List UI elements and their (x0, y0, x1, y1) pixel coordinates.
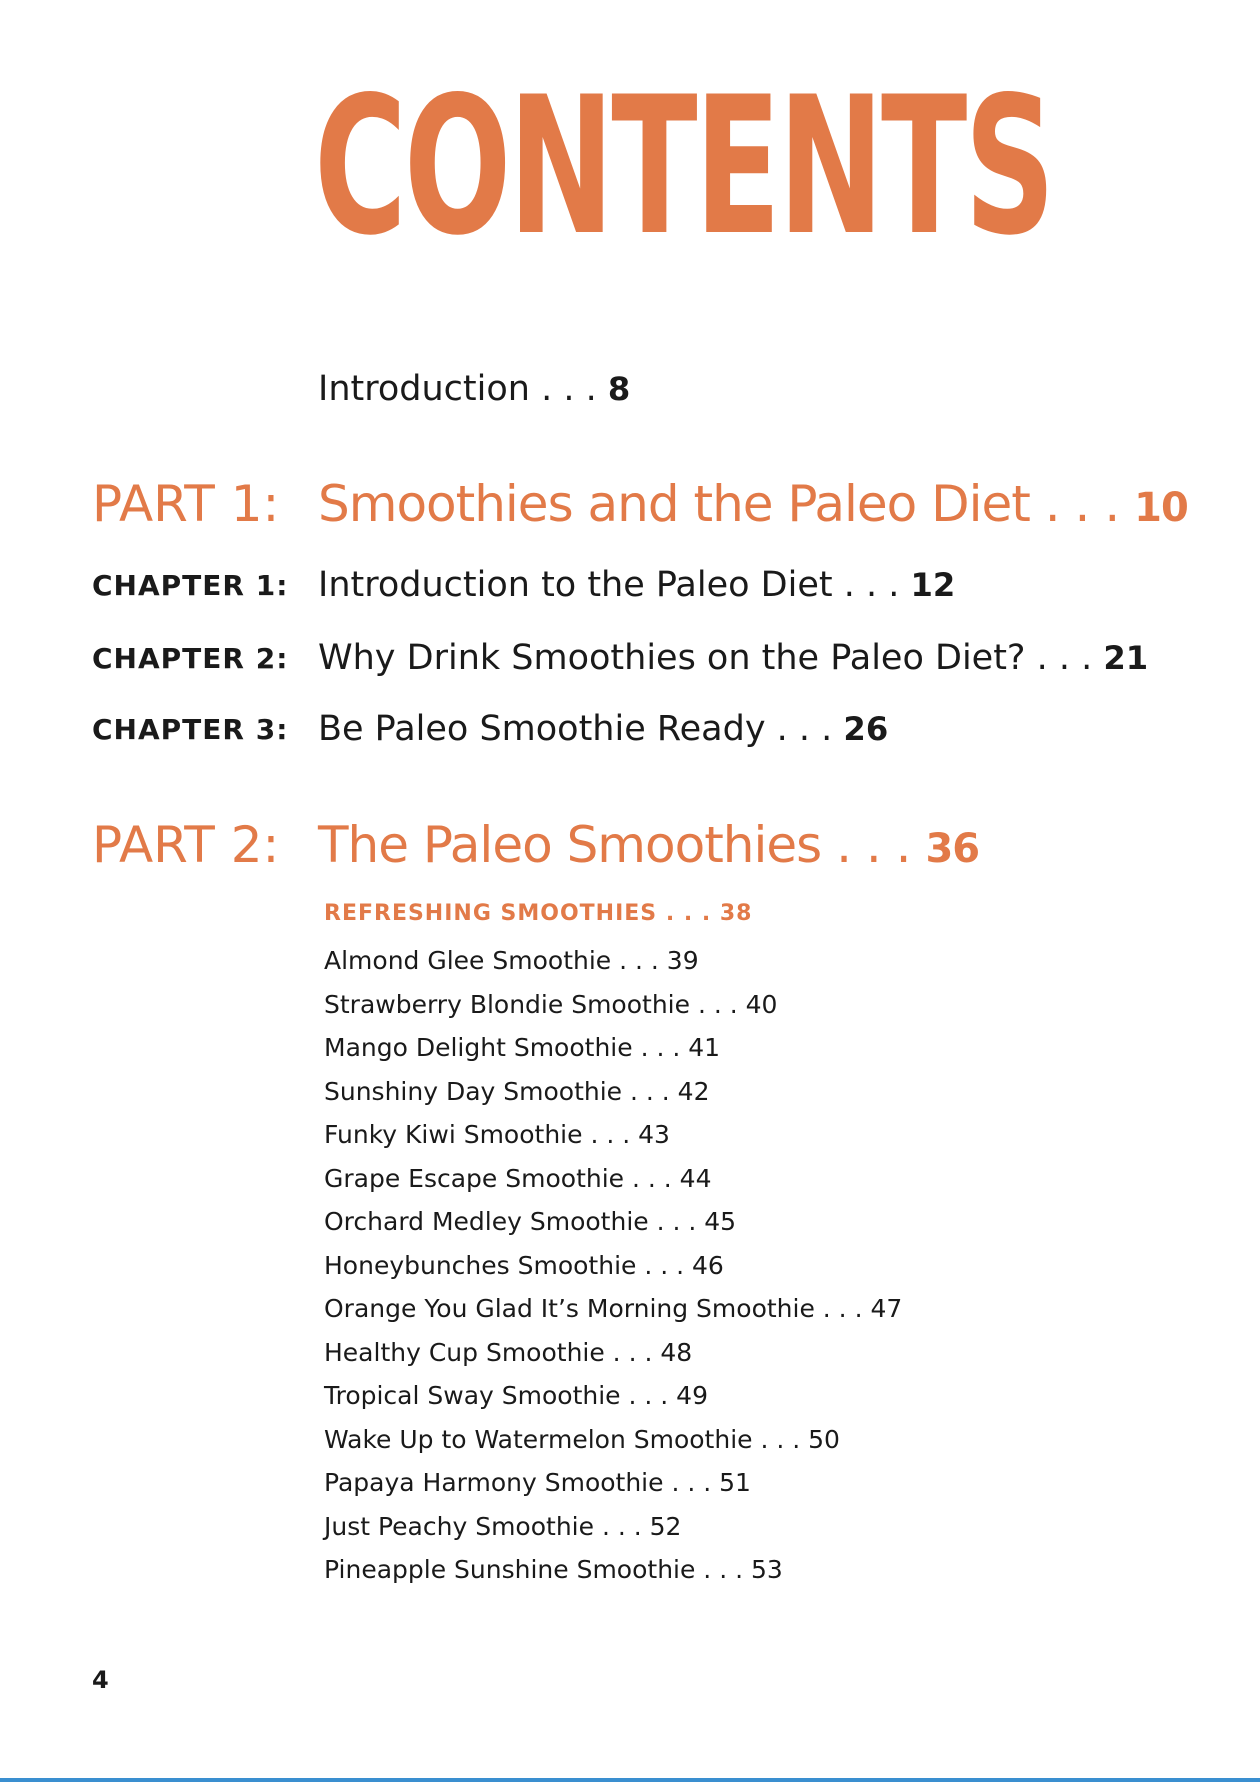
chapter-page: 21 (1103, 639, 1149, 677)
recipe-entry[interactable]: Just Peachy Smoothie . . . 52 (324, 1511, 682, 1541)
recipe-list (324, 939, 902, 1592)
part-title: The Paleo Smoothies . . . (318, 816, 926, 874)
toc-entry-chapter-1[interactable] (318, 563, 955, 607)
recipe-entry[interactable]: Tropical Sway Smoothie . . . 49 (324, 1381, 708, 1410)
chapter-title: Be Paleo Smoothie Ready . . . (318, 709, 844, 749)
recipe-entry[interactable]: Orchard Medley Smoothie . . . 45 (324, 1207, 737, 1236)
chapter-page: 26 (843, 710, 889, 748)
part-page: 36 (925, 826, 980, 872)
chapter-3-label: CHAPTER 3: (92, 713, 289, 746)
toc-entry-part-1[interactable] (318, 474, 1188, 538)
toc-entry-introduction[interactable] (318, 365, 630, 413)
chapter-2-label: CHAPTER 2: (92, 642, 289, 675)
recipe-entry[interactable]: Pineapple Sunshine Smoothie . . . 53 (324, 1555, 783, 1584)
recipe-entry[interactable]: Strawberry Blondie Smoothie . . . 40 (324, 989, 778, 1019)
chapter-title: Introduction to the Paleo Diet . . . (318, 565, 911, 605)
recipe-entry[interactable]: Funky Kiwi Smoothie . . . 43 (324, 1120, 670, 1149)
recipe-entry[interactable]: Mango Delight Smoothie . . . 41 (324, 1033, 721, 1062)
recipe-entry[interactable]: Papaya Harmony Smoothie . . . 51 (324, 1468, 751, 1497)
recipe-entry[interactable]: Sunshiny Day Smoothie . . . 42 (324, 1076, 710, 1106)
toc-entry-chapter-2[interactable] (318, 636, 1148, 680)
page-number: 4 (92, 1666, 109, 1694)
recipe-entry[interactable]: Orange You Glad It’s Morning Smoothie . . . 47 (324, 1294, 903, 1323)
part-title: Smoothies and the Paleo Diet . . . (318, 475, 1135, 533)
recipe-entry[interactable]: Almond Glee Smoothie . . . 39 (324, 946, 699, 975)
part-page: 10 (1134, 485, 1188, 531)
chapter-title: Why Drink Smoothies on the Paleo Diet? . . . (318, 638, 1104, 678)
recipe-entry[interactable]: Honeybunches Smoothie . . . 46 (324, 1250, 724, 1280)
toc-entry-chapter-3[interactable] (318, 707, 888, 751)
bottom-rule (0, 1778, 1260, 1782)
chapter-1-label: CHAPTER 1: (92, 569, 289, 602)
page-title: CONTENTS (314, 56, 1053, 277)
recipe-entry[interactable]: Grape Escape Smoothie . . . 44 (324, 1163, 712, 1193)
toc-entry-label: Introduction . . . (318, 369, 608, 409)
toc-entry-page: 8 (607, 370, 631, 408)
part-1-label: PART 1: (92, 475, 280, 533)
recipe-entry[interactable]: Wake Up to Watermelon Smoothie . . . 50 (324, 1424, 840, 1454)
section-heading-refreshing[interactable]: REFRESHING SMOOTHIES . . . 38 (324, 901, 753, 926)
chapter-page: 12 (910, 566, 956, 604)
part-2-label: PART 2: (92, 816, 280, 874)
toc-entry-part-2[interactable] (318, 815, 979, 879)
recipe-entry[interactable]: Healthy Cup Smoothie . . . 48 (324, 1337, 693, 1367)
